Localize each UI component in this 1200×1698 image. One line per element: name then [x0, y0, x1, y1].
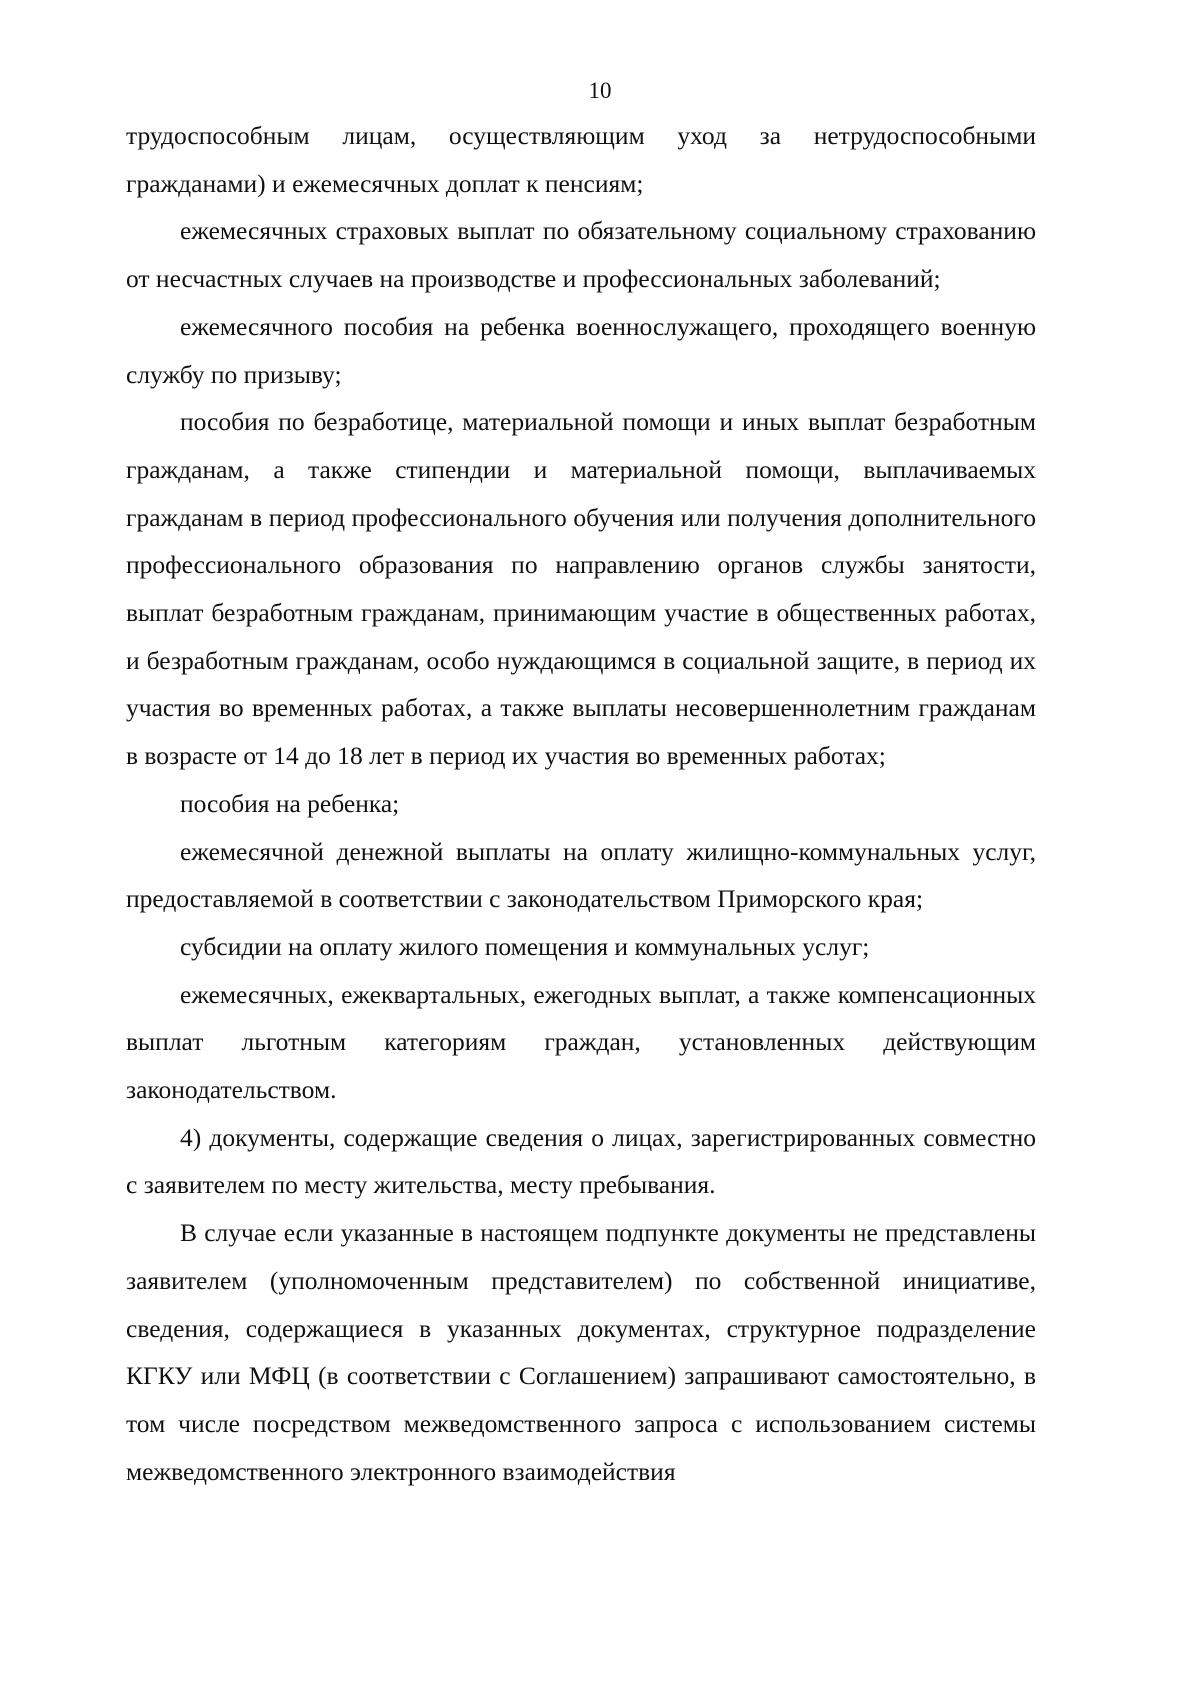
paragraph-item-4-residence-documents: 4) документы, содержащие сведения о лицах, зарегистрированных совместно с заявителем по месту жительства, месту пребывания.	[126, 1122, 1036, 1200]
paragraph-military-child-benefit: ежемесячного пособия на ребенка военнослужащего, проходящего военную службу по призыву;	[126, 311, 1036, 389]
paragraph-compensation-payments: ежемесячных, ежеквартальных, ежегодных выплат, а также компенсационных выплат льготным категориям граждан, установленных действующим законодательством.	[126, 979, 1036, 1105]
body-text	[126, 112, 1036, 1495]
paragraph-interagency-request: В случае если указанные в настоящем подпункте документы не представлены заявителем (уполномоченным представителем) по собственной инициативе, сведения, содержащиеся в указанных документах, структурное подразделение КГКУ или МФЦ (в соответствии с Соглашением) запрашивают самостоятельно, в том числе посредством межведомственного запроса с использованием системы межведомственного электронного взаимодействия	[126, 1218, 1036, 1486]
paragraph-child-benefit: пособия на ребенка;	[180, 788, 400, 818]
page-number: 10	[588, 78, 612, 103]
paragraph-housing-subsidy: субсидии на оплату жилого помещения и коммунальных услуг;	[180, 931, 870, 961]
paragraph-unemployment-benefits: пособия по безработице, материальной помощи и иных выплат безработным гражданам, а также стипендии и материальной помощи, выплачиваемых гражданам в период профессионального обучения или получения дополнительного профессионального образования по направлению органов службы занятости, выплат безработным гражданам, принимающим участие в общественных работах, и безработным гражданам, особо нуждающимся в социальной защите, в период их участия во временных работах, а также выплаты несовершеннолетним гражданам в возрасте от 14 до 18 лет в период их участия во временных работах;	[126, 407, 1036, 771]
paragraph-housing-payment: ежемесячной денежной выплаты на оплату жилищно-коммунальных услуг, предоставляемой в соответствии с законодательством Приморского края;	[126, 836, 1036, 914]
paragraph-insurance-payments: ежемесячных страховых выплат по обязательному социальному страхованию от несчастных случаев на производстве и профессиональных заболеваний;	[126, 216, 1036, 294]
paragraph-continuation: трудоспособным лицам, осуществляющим уход за нетрудоспособными гражданами) и ежемесячных доплат к пенсиям;	[126, 121, 1036, 198]
